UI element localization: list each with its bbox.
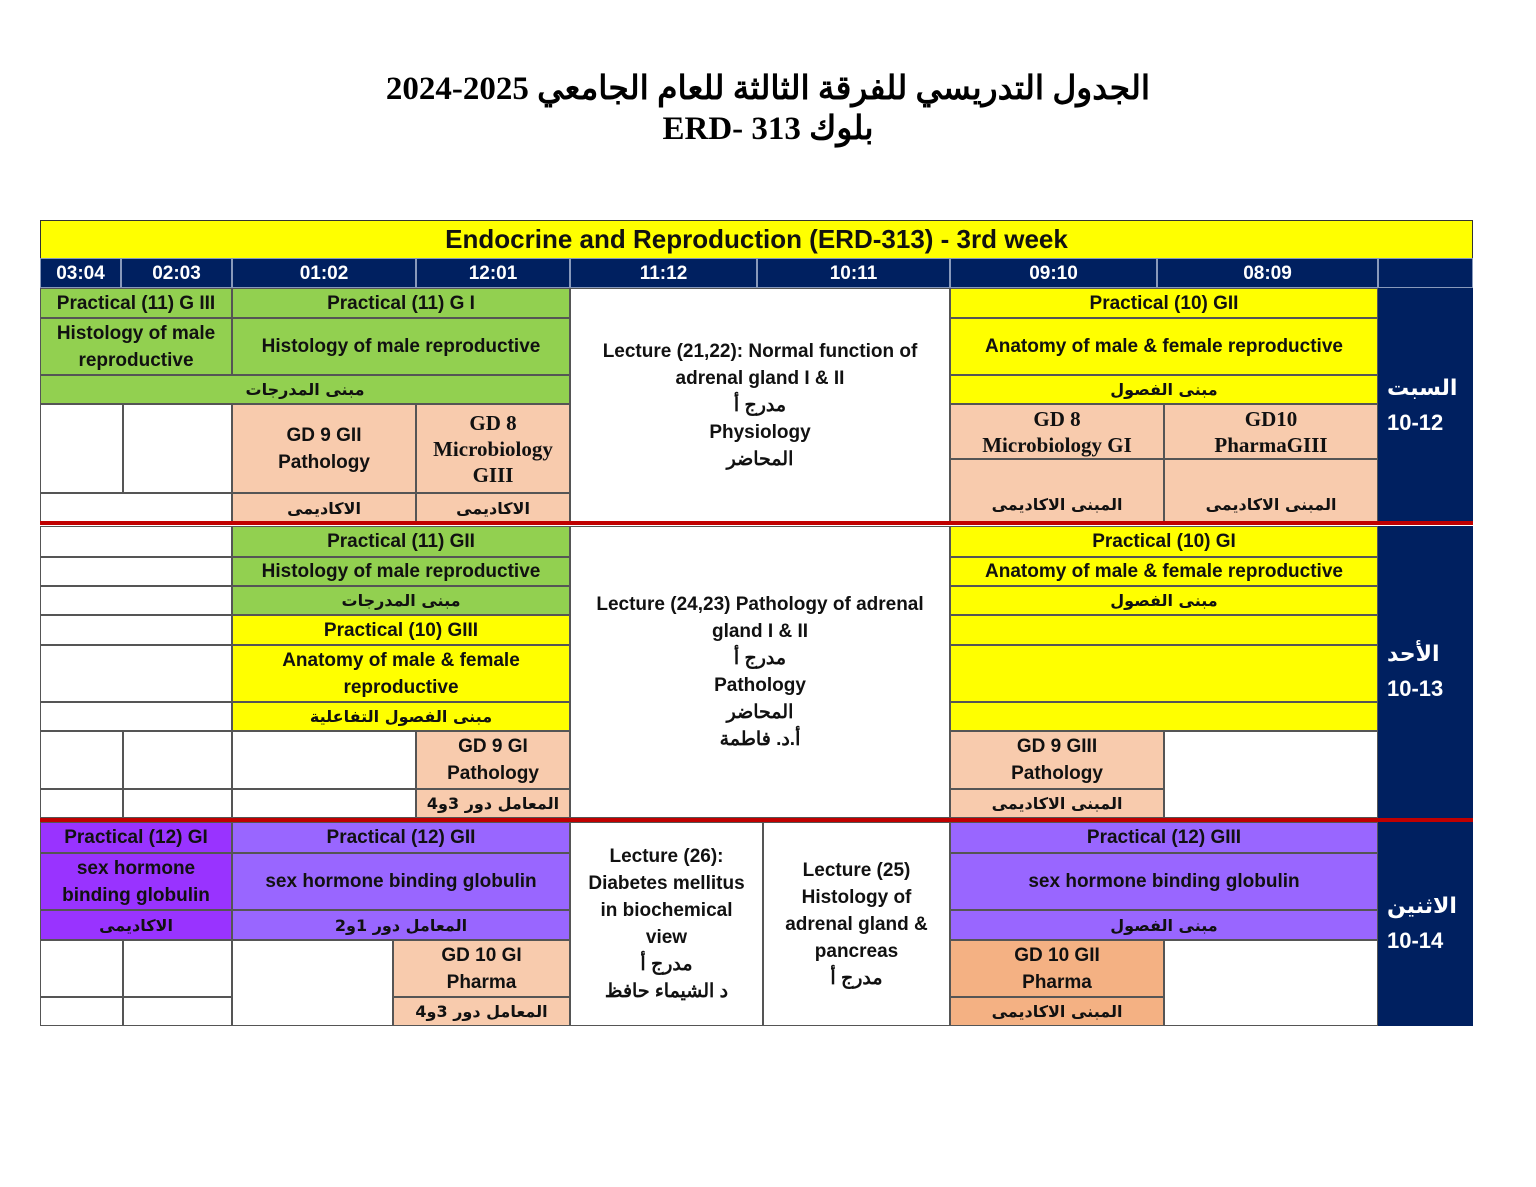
empty-cell bbox=[950, 615, 1378, 645]
time-header: 10:11 bbox=[757, 258, 950, 288]
schedule-cell: Lecture (25) Histology of adrenal gland & pancreas مدرج أ bbox=[763, 822, 950, 1026]
empty-cell bbox=[1164, 731, 1378, 818]
schedule-cell: sex hormone binding globulin bbox=[950, 853, 1378, 910]
day-label bbox=[1378, 822, 1473, 1026]
time-header: 03:04 bbox=[40, 258, 121, 288]
time-header: 09:10 bbox=[950, 258, 1157, 288]
schedule-cell: الاكاديمى bbox=[40, 910, 232, 940]
schedule-cell: GD10 PharmaGIII bbox=[1164, 404, 1378, 459]
day-name: السبت bbox=[1387, 375, 1458, 401]
schedule-cell: الاكاديمى bbox=[416, 493, 570, 523]
time-header: 11:12 bbox=[570, 258, 757, 288]
empty-cell bbox=[123, 940, 232, 997]
schedule-cell: مبنى الفصول التفاعلية bbox=[232, 702, 570, 731]
empty-cell bbox=[123, 731, 232, 789]
empty-cell bbox=[40, 997, 123, 1026]
schedule-cell: sex hormone binding globulin bbox=[40, 853, 232, 910]
schedule-cell: GD 10 GI Pharma bbox=[393, 940, 570, 997]
time-header: 08:09 bbox=[1157, 258, 1378, 288]
schedule-cell: مبنى المدرجات bbox=[232, 586, 570, 615]
schedule-cell: Histology of male reproductive bbox=[232, 557, 570, 586]
schedule-cell: GD 8 Microbiology GIII bbox=[416, 404, 570, 493]
time-header: 02:03 bbox=[121, 258, 232, 288]
schedule-cell: المبنى الاكاديمى bbox=[950, 789, 1164, 818]
schedule-cell: Practical (12) GIII bbox=[950, 822, 1378, 853]
schedule-cell: GD 9 GI Pathology bbox=[416, 731, 570, 789]
schedule-cell: مبنى الفصول bbox=[950, 910, 1378, 940]
schedule-cell: Practical (11) GII bbox=[232, 526, 570, 557]
empty-cell bbox=[40, 789, 123, 818]
day-name: الأحد bbox=[1387, 642, 1440, 667]
day-label bbox=[1378, 526, 1473, 818]
schedule-cell: GD 8 Microbiology GI bbox=[950, 404, 1164, 459]
day-label-text bbox=[1387, 638, 1443, 706]
schedule-cell: Anatomy of male & female reproductive bbox=[950, 557, 1378, 586]
empty-cell bbox=[123, 404, 232, 493]
schedule-cell: Anatomy of male & female reproductive bbox=[950, 318, 1378, 375]
schedule-cell: Lecture (24,23) Pathology of adrenal gland I & II مدرج أ Pathology المحاضر أ.د. فاطمة bbox=[570, 526, 950, 818]
empty-cell bbox=[950, 645, 1378, 702]
schedule-cell: GD 9 GII Pathology bbox=[232, 404, 416, 493]
empty-cell bbox=[1164, 940, 1378, 1026]
empty-cell bbox=[232, 940, 393, 1026]
day-separator bbox=[40, 818, 1473, 822]
schedule-cell: مبنى المدرجات bbox=[40, 375, 570, 404]
day-separator bbox=[40, 521, 1473, 525]
table-title: Endocrine and Reproduction (ERD-313) - 3rd week bbox=[40, 220, 1473, 259]
schedule-cell: المبنى الاكاديمى bbox=[950, 997, 1164, 1026]
time-header bbox=[1378, 258, 1473, 288]
schedule-cell: مبنى الفصول bbox=[950, 375, 1378, 404]
schedule-cell: GD 10 GII Pharma bbox=[950, 940, 1164, 997]
schedule-cell: Histology of male reproductive bbox=[232, 318, 570, 375]
schedule-cell: Anatomy of male & female reproductive bbox=[232, 645, 570, 702]
empty-cell bbox=[40, 615, 232, 645]
schedule-cell: GD 9 GIII Pathology bbox=[950, 731, 1164, 789]
schedule-cell: Practical (10) GII bbox=[950, 288, 1378, 318]
schedule-cell: Practical (12) GII bbox=[232, 822, 570, 853]
schedule-cell: Histology of male reproductive bbox=[40, 318, 232, 375]
schedule-cell: المبنى الاكاديمى bbox=[950, 459, 1164, 523]
schedule-cell: المبنى الاكاديمى bbox=[1164, 459, 1378, 523]
empty-cell bbox=[40, 493, 232, 523]
schedule-cell: المعامل دور 1و2 bbox=[232, 910, 570, 940]
empty-cell bbox=[40, 940, 123, 997]
schedule-cell: Practical (12) GI bbox=[40, 822, 232, 853]
empty-cell bbox=[232, 731, 416, 789]
schedule-cell: الاكاديمى bbox=[232, 493, 416, 523]
empty-cell bbox=[40, 586, 232, 615]
empty-cell bbox=[40, 645, 232, 702]
day-label-text bbox=[1387, 372, 1457, 440]
schedule-cell: Lecture (26): Diabetes mellitus in biochemical view مدرج أ د الشيماء حافظ bbox=[570, 822, 763, 1026]
schedule-cell: مبنى الفصول bbox=[950, 586, 1378, 615]
empty-cell bbox=[40, 404, 123, 493]
empty-cell bbox=[40, 702, 232, 731]
time-header: 12:01 bbox=[416, 258, 570, 288]
day-label bbox=[1378, 288, 1473, 523]
block-heading: بلوك ERD- 313 bbox=[662, 111, 874, 147]
empty-cell bbox=[950, 702, 1378, 731]
empty-cell bbox=[40, 557, 232, 586]
day-name: الاثنين bbox=[1387, 894, 1457, 919]
schedule-heading: الجدول التدريسي للفرقة الثالثة للعام الجامعي 2025-2024 bbox=[385, 71, 1151, 107]
day-date: 10-13 bbox=[1387, 676, 1444, 701]
day-label-text bbox=[1387, 890, 1457, 958]
schedule-cell: المعامل دور 3و4 bbox=[416, 789, 570, 818]
empty-cell bbox=[40, 526, 232, 557]
schedule-cell: sex hormone binding globulin bbox=[232, 853, 570, 910]
schedule-cell: Practical (10) GIII bbox=[232, 615, 570, 645]
empty-cell bbox=[232, 789, 416, 818]
empty-cell bbox=[123, 997, 232, 1026]
day-date: 10-12 bbox=[1387, 409, 1444, 435]
schedule-cell: المعامل دور 3و4 bbox=[393, 997, 570, 1026]
schedule-cell: Practical (11) G I bbox=[232, 288, 570, 318]
empty-cell bbox=[40, 731, 123, 789]
schedule-cell: Practical (11) G III bbox=[40, 288, 232, 318]
time-header: 01:02 bbox=[232, 258, 416, 288]
schedule-cell: Practical (10) GI bbox=[950, 526, 1378, 557]
empty-cell bbox=[123, 789, 232, 818]
schedule-cell: Lecture (21,22): Normal function of adrenal gland I & II مدرج أ Physiology المحاضر bbox=[570, 288, 950, 523]
day-date: 10-14 bbox=[1387, 928, 1444, 953]
